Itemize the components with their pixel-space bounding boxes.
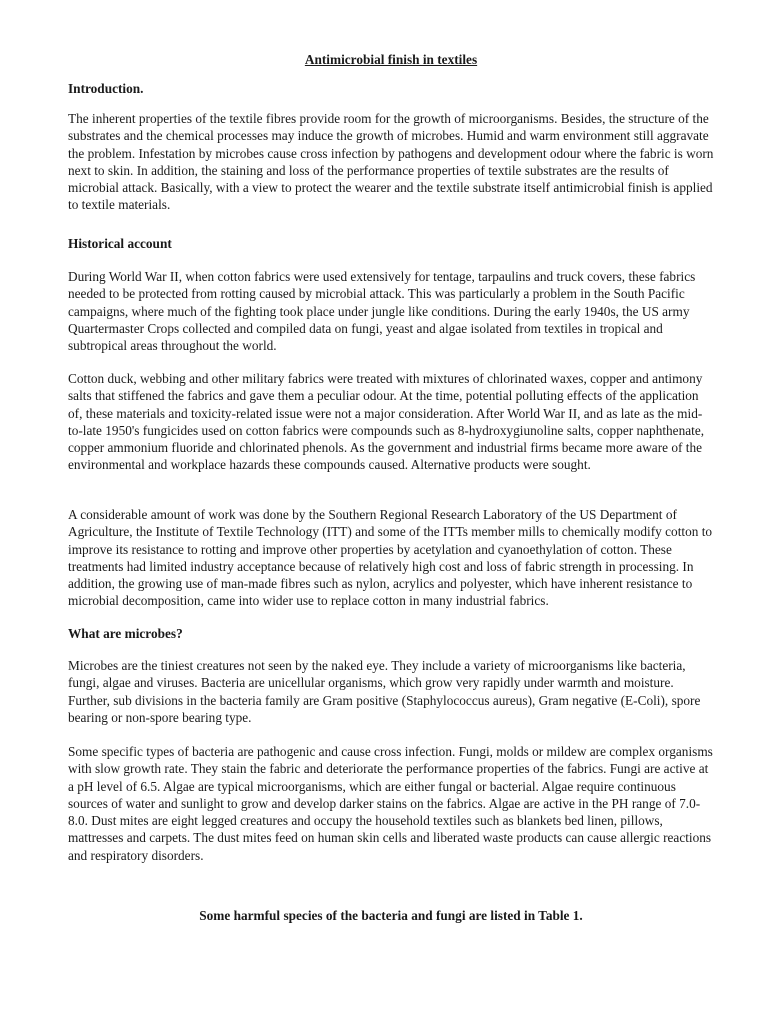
section-heading-introduction: Introduction. — [68, 81, 144, 96]
table-caption: Some harmful species of the bacteria and fungi are listed in Table 1. — [199, 908, 583, 923]
section-heading-historical-account: Historical account — [68, 236, 172, 251]
paragraph-microbes-2: Some specific types of bacteria are pathogenic and cause cross infection. Fungi, molds or mildew are complex organisms with slow growth rate. They stain the fabric and deteriorate the performance properties of the fabrics. Fungi are active at a pH level of 6.5. Algae are typical microorganisms, which are either fungal or bacterial. Algae require continuous sources of water and sunlight to grow and develop darker stains on the fabrics. Algae are active in the PH range of 7.0-8.0. Dust mites are eight legged creatures and occupy the household textiles such as blankets bed linen, pillows, mattresses and carpets. The dust mites feed on human skin cells and liberated waste products can cause allergic reactions and respiratory disorders. — [68, 744, 713, 863]
paragraph-introduction: The inherent properties of the textile fibres provide room for the growth of microorganisms. Besides, the structure of the substrates and the chemical processes may induce the growth of microbes. Humid and warm environment still aggravate the problem. Infestation by microbes cause cross infection by pathogens and development odour where the fabric is worn next to skin. In addition, the staining and loss of the performance properties of textile substrates are the results of microbial attack. Basically, with a view to protect the wearer and the textile substrate itself antimicrobial finish is applied to textile materials. — [68, 111, 714, 213]
paragraph-historical-2: Cotton duck, webbing and other military fabrics were treated with mixtures of chlorinated waxes, copper and antimony salts that stiffened the fabrics and gave them a peculiar odour. At the time, potential polluting effects of the application of, these materials and toxicity-related issue were not a major consideration. After World War II, and as late as the mid-to-late 1950's fungicides used on cotton fabrics were compounds such as 8-hydroxygiunoline salts, copper naphthenate, copper ammonium fluoride and chlorinated phenols. As the government and industrial firms became more aware of the environmental and workplace hazards these compounds caused. Alternative products were sought. — [68, 371, 705, 473]
document-title: Antimicrobial finish in textiles — [304, 52, 478, 67]
paragraph-historical-1: During World War II, when cotton fabrics were used extensively for tentage, tarpaulins and truck covers, these fabrics needed to be protected from rotting caused by microbial attack. This was particularly a problem in the South Pacific campaigns, where much of the fighting took place under jungle like conditions. During the early 1940s, the US army Quartermaster Crops collected and compiled data on fungi, yeast and algae isolated from textiles in tropical and subtropical areas throughout the world. — [68, 269, 696, 354]
paragraph-microbes-1: Microbes are the tiniest creatures not seen by the naked eye. They include a variety of microorganisms like bacteria, fungi, algae and viruses. Bacteria are unicellular organisms, which grow very rapidly under warmth and moisture. Further, sub divisions in the bacteria family are Gram positive (Staphylococcus aureus), Gram negative (E-Coli), spore bearing or non-spore bearing type. — [68, 658, 701, 725]
section-heading-what-are-microbes: What are microbes? — [68, 626, 183, 641]
paragraph-historical-3: A considerable amount of work was done by the Southern Regional Research Laboratory of the US Department of Agriculture, the Institute of Textile Technology (ITT) and some of the ITTs member mills to chemically modify cotton to improve its resistance to rotting and improve other properties by acetylation and cyanoethylation of cotton. These treatments had limited industry acceptance because of relatively high cost and loss of fabric strength in processing. In addition, the growing use of man-made fibres such as nylon, acrylics and polyester, which have inherent resistance to microbial decomposition, came into wider use to replace cotton in many industrial fabrics. — [68, 507, 713, 609]
